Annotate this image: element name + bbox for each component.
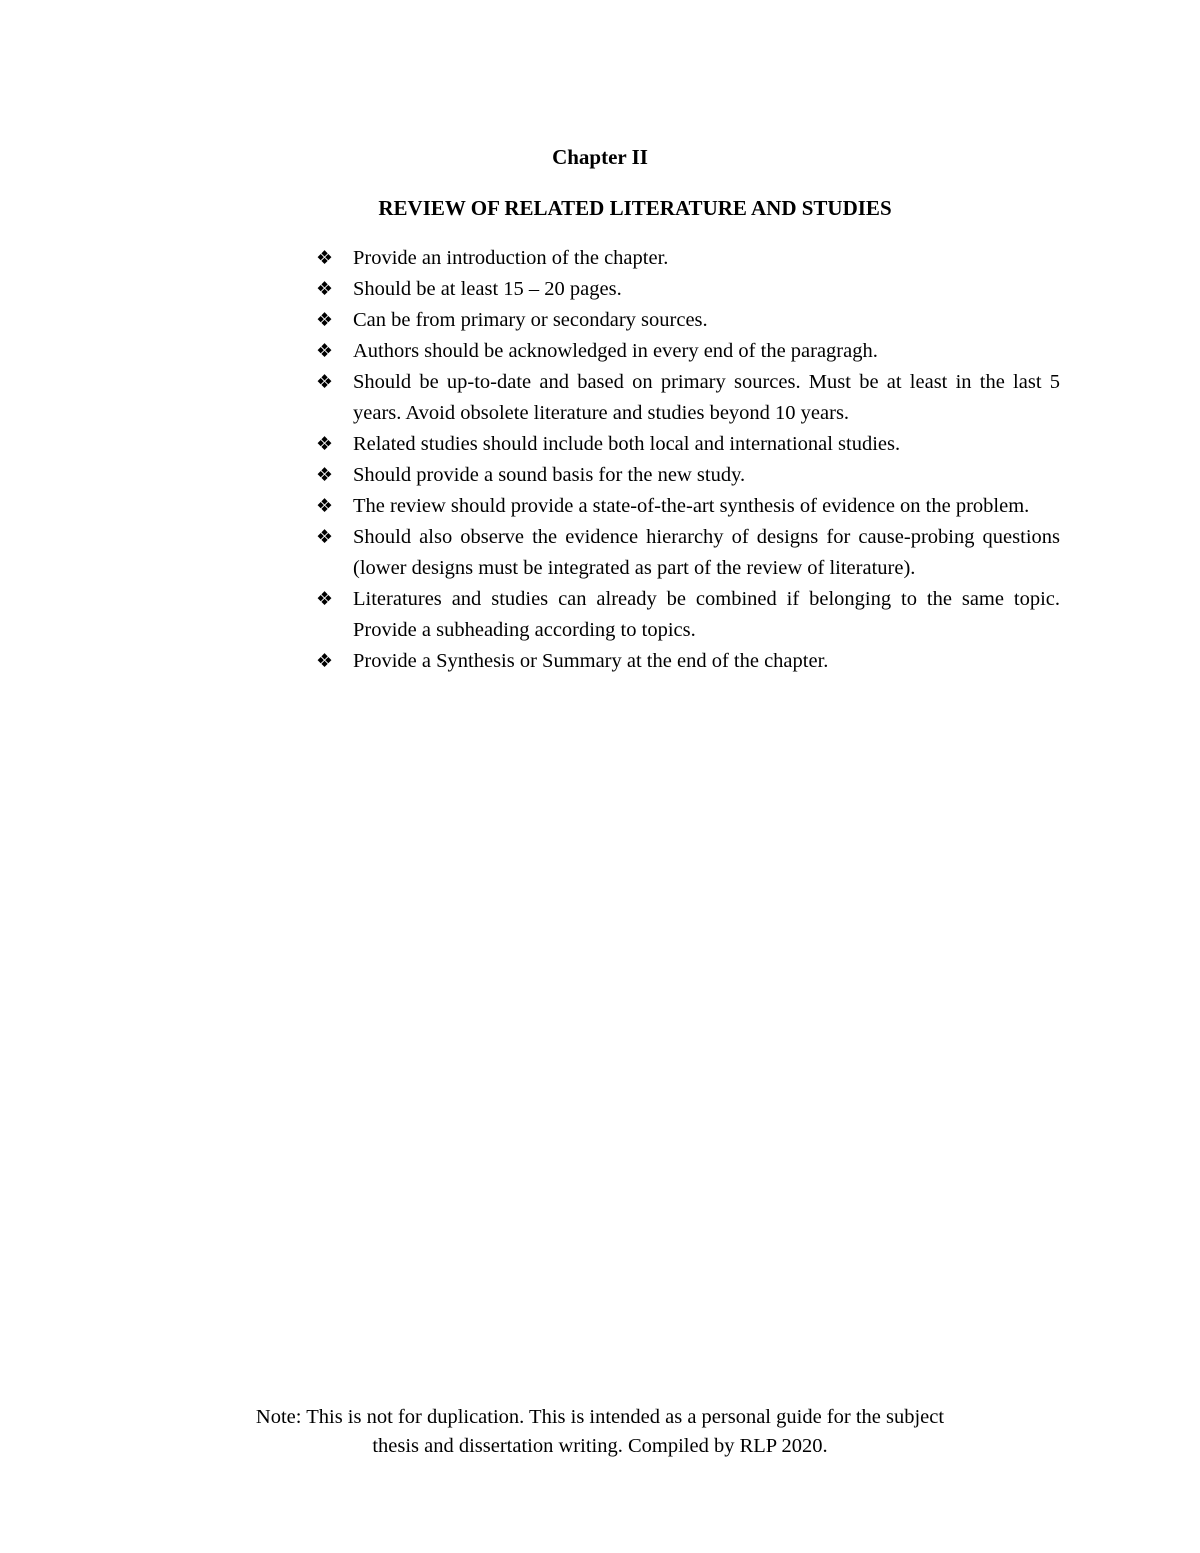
section-heading: REVIEW OF RELATED LITERATURE AND STUDIES [378, 196, 892, 220]
list-item-text: Should provide a sound basis for the new study. [353, 464, 746, 486]
list-item-text: Provide an introduction of the chapter. [353, 247, 669, 269]
diamond-bullet-icon: ❖ [316, 433, 334, 455]
list-item [316, 336, 1060, 367]
guidelines-list [316, 243, 1060, 677]
list-item [316, 274, 1060, 305]
footer-note-line-2: thesis and dissertation writing. Compiled by RLP 2020. [372, 1435, 828, 1457]
list-item-text: Literatures and studies can already be combined if belonging to the same topic. Provide a subheading according to topics. [353, 588, 1060, 641]
diamond-bullet-icon: ❖ [316, 464, 334, 486]
list-item-text: Can be from primary or secondary sources. [353, 309, 708, 331]
diamond-bullet-icon: ❖ [316, 495, 334, 517]
list-item [316, 646, 1060, 677]
list-item [316, 522, 1060, 584]
list-item [316, 243, 1060, 274]
footer-note-line-1: Note: This is not for duplication. This is intended as a personal guide for the subject [255, 1406, 945, 1428]
diamond-bullet-icon: ❖ [316, 650, 334, 672]
diamond-bullet-icon: ❖ [316, 526, 334, 548]
diamond-bullet-icon: ❖ [316, 247, 334, 269]
list-item [316, 367, 1060, 429]
list-item [316, 305, 1060, 336]
list-item-text: Provide a Synthesis or Summary at the end of the chapter. [353, 650, 829, 672]
list-item-text: Should be up-to-date and based on primary sources. Must be at least in the last 5 years. Avoid obsolete literature and studies beyond 10 years. [353, 371, 1060, 424]
list-item [316, 584, 1060, 646]
list-item [316, 429, 1060, 460]
list-item [316, 460, 1060, 491]
list-item-text: Related studies should include both local and international studies. [353, 433, 901, 455]
diamond-bullet-icon: ❖ [316, 340, 334, 362]
diamond-bullet-icon: ❖ [316, 278, 334, 300]
diamond-bullet-icon: ❖ [316, 309, 334, 331]
list-item-text: Should also observe the evidence hierarchy of designs for cause-probing questions (lower designs must be integrated as part of the review of literature). [353, 526, 1060, 579]
footer-note [0, 1403, 1200, 1461]
chapter-title: Chapter II [552, 145, 648, 169]
list-item-text: Should be at least 15 – 20 pages. [353, 278, 622, 300]
list-item [316, 491, 1060, 522]
diamond-bullet-icon: ❖ [316, 371, 334, 393]
list-item-text: The review should provide a state-of-the-art synthesis of evidence on the problem. [353, 495, 1030, 517]
list-item-text: Authors should be acknowledged in every end of the paragragh. [353, 340, 878, 362]
diamond-bullet-icon: ❖ [316, 588, 334, 610]
